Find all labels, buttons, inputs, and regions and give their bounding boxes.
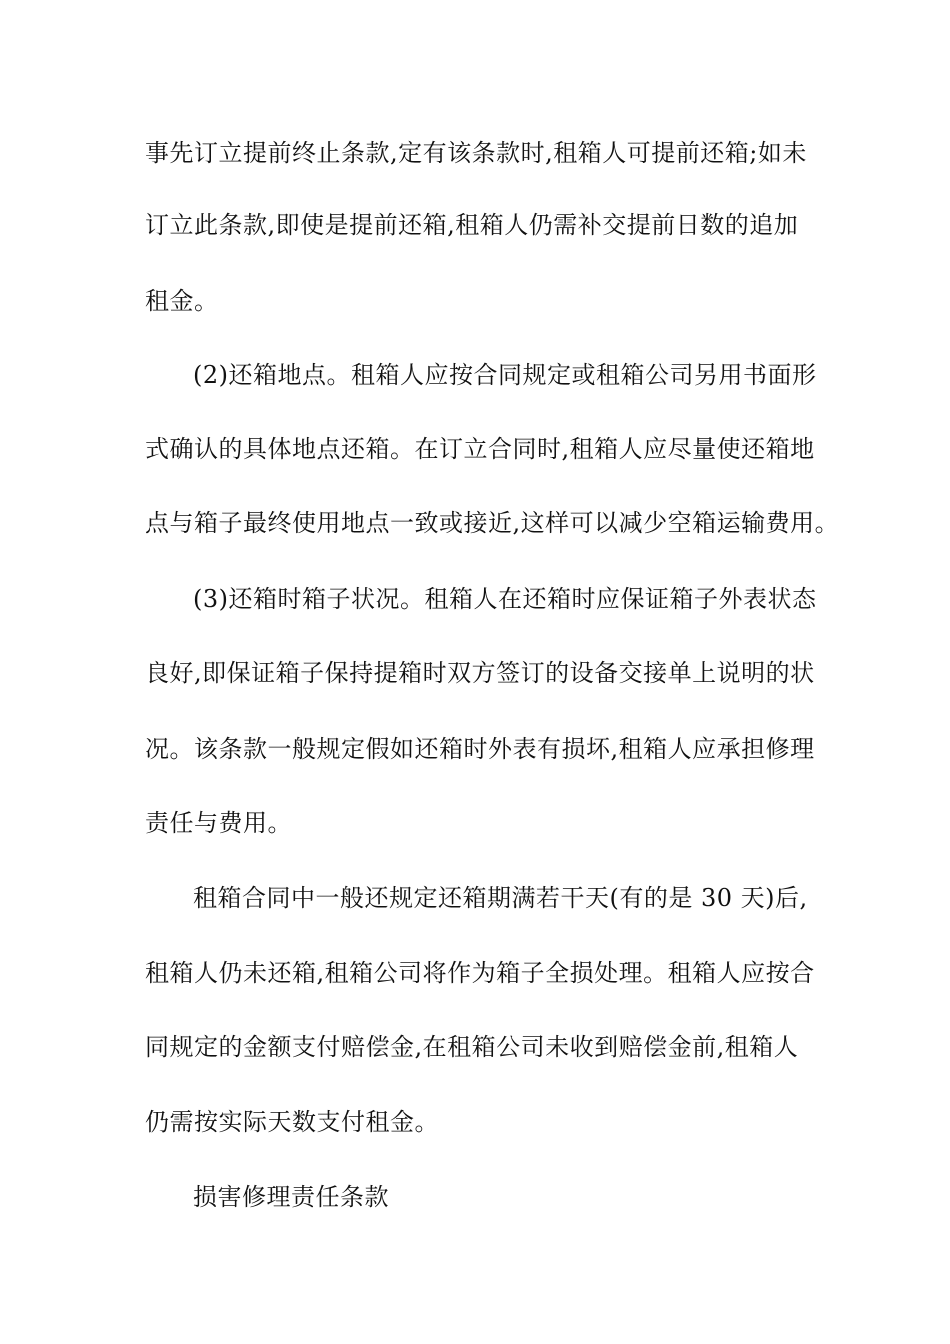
text-line: 订立此条款,即使是提前还箱,租箱人仍需补交提前日数的追加 <box>145 211 799 239</box>
text-line: 租金。 <box>145 287 219 315</box>
text-line: 事先订立提前终止条款,定有该条款时,租箱人可提前还箱;如未 <box>145 139 807 167</box>
text-line: 租箱人仍未还箱,租箱公司将作为箱子全损处理。租箱人应按合 <box>145 959 815 987</box>
paragraph-start-line: (3)还箱时箱子状况。租箱人在还箱时应保证箱子外表状态 <box>193 585 817 613</box>
text-line: 良好,即保证箱子保持提箱时双方签订的设备交接单上说明的状 <box>145 659 815 687</box>
paragraph-start-line: (2)还箱地点。租箱人应按合同规定或租箱公司另用书面形 <box>193 361 817 389</box>
text-line: 仍需按实际天数支付租金。 <box>145 1108 439 1136</box>
text-line: 责任与费用。 <box>145 809 292 837</box>
text-line: 同规定的金额支付赔偿金,在租箱公司未收到赔偿金前,租箱人 <box>145 1033 799 1061</box>
text-line: 点与箱子最终使用地点一致或接近,这样可以减少空箱运输费用。 <box>145 509 840 537</box>
text-line: 况。该条款一般规定假如还箱时外表有损坏,租箱人应承担修理 <box>145 735 815 763</box>
paragraph-start-line: 租箱合同中一般还规定还箱期满若干天(有的是 30 天)后, <box>193 884 808 912</box>
text-line: 式确认的具体地点还箱。在订立合同时,租箱人应尽量使还箱地 <box>145 435 815 463</box>
section-heading: 损害修理责任条款 <box>193 1183 389 1211</box>
